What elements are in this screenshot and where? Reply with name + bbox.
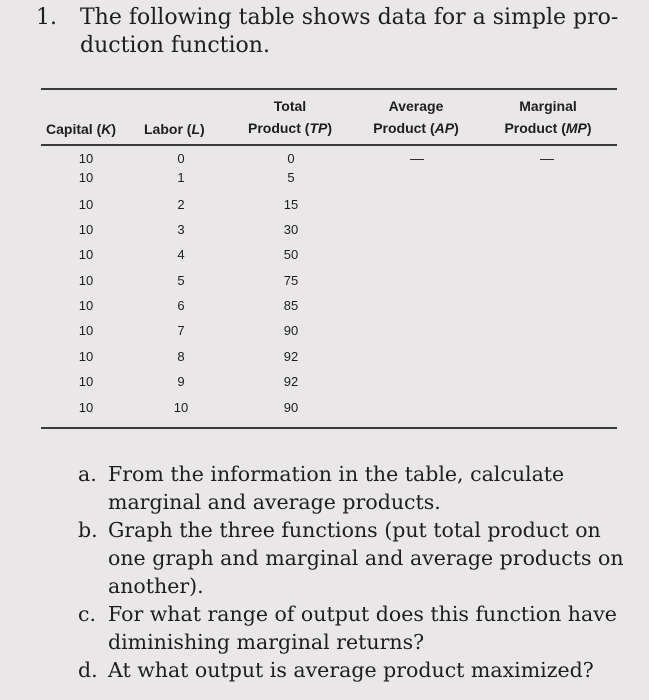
part-letter: d.	[78, 658, 98, 682]
question-number: 1.	[36, 5, 57, 30]
cell-total-product: 30	[283, 222, 299, 237]
cell-marginal-product: —	[540, 150, 554, 166]
cell-total-product: 15	[283, 197, 299, 212]
header-average-product: Average Product (AP)	[373, 98, 459, 136]
cell-capital: 10	[78, 222, 94, 237]
cell-total-product: 90	[283, 323, 299, 338]
cell-labor: 9	[177, 374, 185, 389]
header-total-product: Total Product (TP)	[247, 98, 332, 136]
part-text: For what range of output does this function have diminishing marginal returns?	[108, 602, 617, 654]
header-marginal-product: Marginal Product (MP)	[504, 98, 592, 136]
part-a	[78, 460, 638, 516]
part-c	[78, 600, 638, 656]
cell-labor: 6	[177, 298, 185, 313]
part-letter: a.	[78, 462, 97, 486]
cell-labor: 1	[177, 170, 185, 185]
cell-capital: 10	[78, 247, 94, 262]
table-header-rule	[41, 144, 617, 146]
cell-capital: 10	[78, 273, 94, 288]
cell-capital: 10	[78, 374, 94, 389]
cell-total-product: 5	[287, 170, 295, 185]
part-letter: c.	[78, 602, 96, 626]
cell-capital: 10	[78, 298, 94, 313]
header-labor: Labor (L)	[144, 121, 205, 137]
cell-labor: 2	[177, 197, 185, 212]
cell-total-product: 92	[283, 349, 299, 364]
cell-capital: 10	[78, 197, 94, 212]
cell-total-product: 85	[283, 298, 299, 313]
question-text: The following table shows data for a simple pro- duction function.	[80, 5, 619, 58]
cell-labor: 8	[177, 349, 185, 364]
cell-total-product: 0	[287, 151, 295, 166]
question-parts	[78, 460, 638, 684]
part-text: Graph the three functions (put total product on one graph and marginal and average products on another).	[108, 518, 624, 598]
cell-labor: 0	[177, 151, 185, 166]
cell-labor: 3	[177, 222, 185, 237]
header-capital: Capital (K)	[46, 121, 117, 137]
part-letter: b.	[78, 518, 98, 542]
cell-capital: 10	[78, 323, 94, 338]
table-bottom-rule	[41, 427, 617, 429]
part-text: From the information in the table, calculate marginal and average products.	[108, 462, 565, 514]
table-top-rule	[41, 88, 617, 90]
cell-capital: 10	[78, 170, 94, 185]
cell-total-product: 75	[283, 273, 299, 288]
part-b	[78, 516, 638, 600]
cell-labor: 5	[177, 273, 185, 288]
cell-total-product: 90	[283, 400, 299, 415]
cell-capital: 10	[78, 349, 94, 364]
cell-capital: 10	[78, 400, 94, 415]
cell-labor: 7	[177, 323, 185, 338]
cell-total-product: 50	[283, 247, 299, 262]
cell-capital: 10	[78, 151, 94, 166]
part-text: At what output is average product maximized?	[108, 658, 594, 682]
cell-labor: 4	[177, 247, 185, 262]
cell-labor: 10	[173, 400, 189, 415]
cell-total-product: 92	[283, 374, 299, 389]
cell-average-product: —	[410, 150, 424, 166]
part-d	[78, 656, 638, 684]
